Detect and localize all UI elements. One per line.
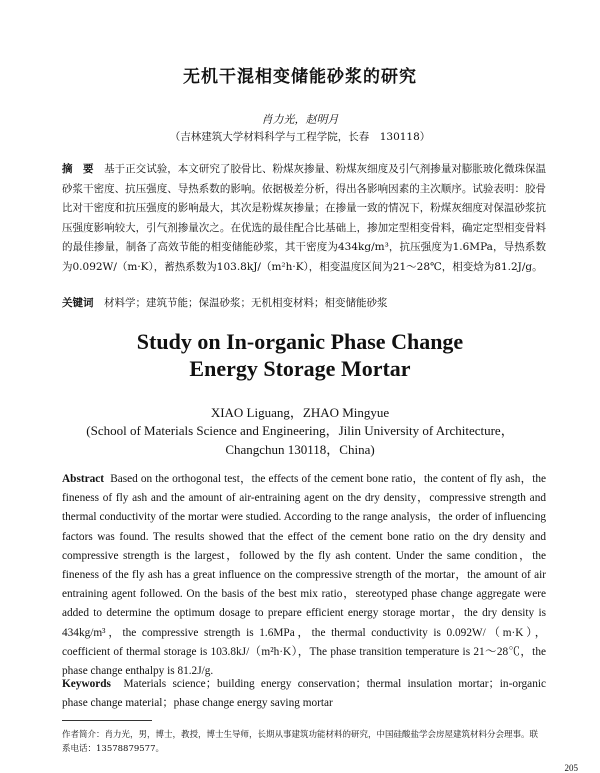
english-keywords-text: Materials science；building energy conservation；thermal insulation mortar；in-organic phase change material；phase change energy saving mortar [62,678,546,709]
chinese-abstract [62,160,546,278]
english-keywords [62,675,546,713]
english-authors: XIAO Liguang，ZHAO Mingyue [210,405,390,420]
chinese-keywords [62,295,546,310]
chinese-abstract-text: 基于正交试验，本文研究了胶骨比、粉煤灰掺量、粉煤灰细度及引气剂掺量对膨胀玻化微珠保温砂浆干密度、抗压强度、导热系数的影响。依据极差分析，得出各影响因素的主次顺序。试验表明：胶骨比对干密度和抗压强度的影响最大，其次是粉煤灰掺量；在掺量一致的情况下，粉煤灰细度对保温砂浆抗压强度影响较大，引气剂掺量次之。在优选的最佳配合比基础上，掺加定型相变骨料，确定定型相变骨料的最佳掺量，制备了高效节能的相变储能砂浆，其干密度为434kg/m³，抗压强度为1.6MPa，导热系数为0.092W/（m·K），蓄热系数为103.8kJ/（m²h·K），相变温度区间为21～28℃，相变焓为81.2J/g。 [62,163,547,273]
author-footnote: 作者简介：肖力光，男，博士，教授，博士生导师，长期从事建筑功能材料的研究，中国硅酸盐学会房屋建筑材料分会理事。联系电话：13578879577。 [62,730,539,754]
english-abstract-text: Based on the orthogonal test，the effects of the cement bone ratio，the content of fly ash，the fineness of fly ash and the amount of air-entraining agent on the dry density，compressive strength and thermal conductivity of the mortar were studied. According to the range analysis，the order of influencing factors was found. The results showed that the effect of the cement bone ratio on the dry density and compressive strength is the largest，followed by the fly ash content. Under the same condition，the fineness of the fly ash has a great influence on the compressive strength of the mortar，the amount of air entraining agent followed. On the basis of the best mix ratio，stereotyped phase change aggregate were added to determine the optimum dosage to prepare efficient energy storage mortar，the dry density is 434kg/m³，the compressive strength is 1.6MPa，the thermal conductivity is 0.092W/（m·K），coefficient of thermal storage is 103.8kJ/（m²h·K），The phase transition temperature is 21～28℃，the phase change enthalpy is 81.2J/g. [62,473,547,678]
chinese-affiliation: （吉林建筑大学材料科学与工程学院，长春 130118） [169,131,431,143]
chinese-title: 无机干混相变储能砂浆的研究 [183,67,417,87]
english-keywords-label: Keywords [62,678,111,690]
english-abstract [62,470,546,681]
chinese-keywords-label: 关键词 [62,297,94,309]
english-abstract-label: Abstract [62,473,105,485]
english-affiliation [0,421,600,459]
english-title-line-2: Energy Storage Mortar [189,356,411,381]
chinese-keywords-text: 材料学；建筑节能；保温砂浆；无机相变材料；相变储能砂浆 [104,297,388,309]
english-affiliation-line-1: (School of Materials Science and Engineering，Jilin University of Architecture， [86,423,514,438]
english-title-line-1: Study on In-organic Phase Change [136,329,464,354]
footnote-divider [62,720,152,721]
page-number: 205 [564,763,578,773]
english-affiliation-line-2: Changchun 130118，China) [225,442,375,457]
chinese-authors: 肖力光，赵明月 [261,113,339,126]
english-title [0,328,600,382]
chinese-abstract-label: 摘 要 [62,163,94,175]
